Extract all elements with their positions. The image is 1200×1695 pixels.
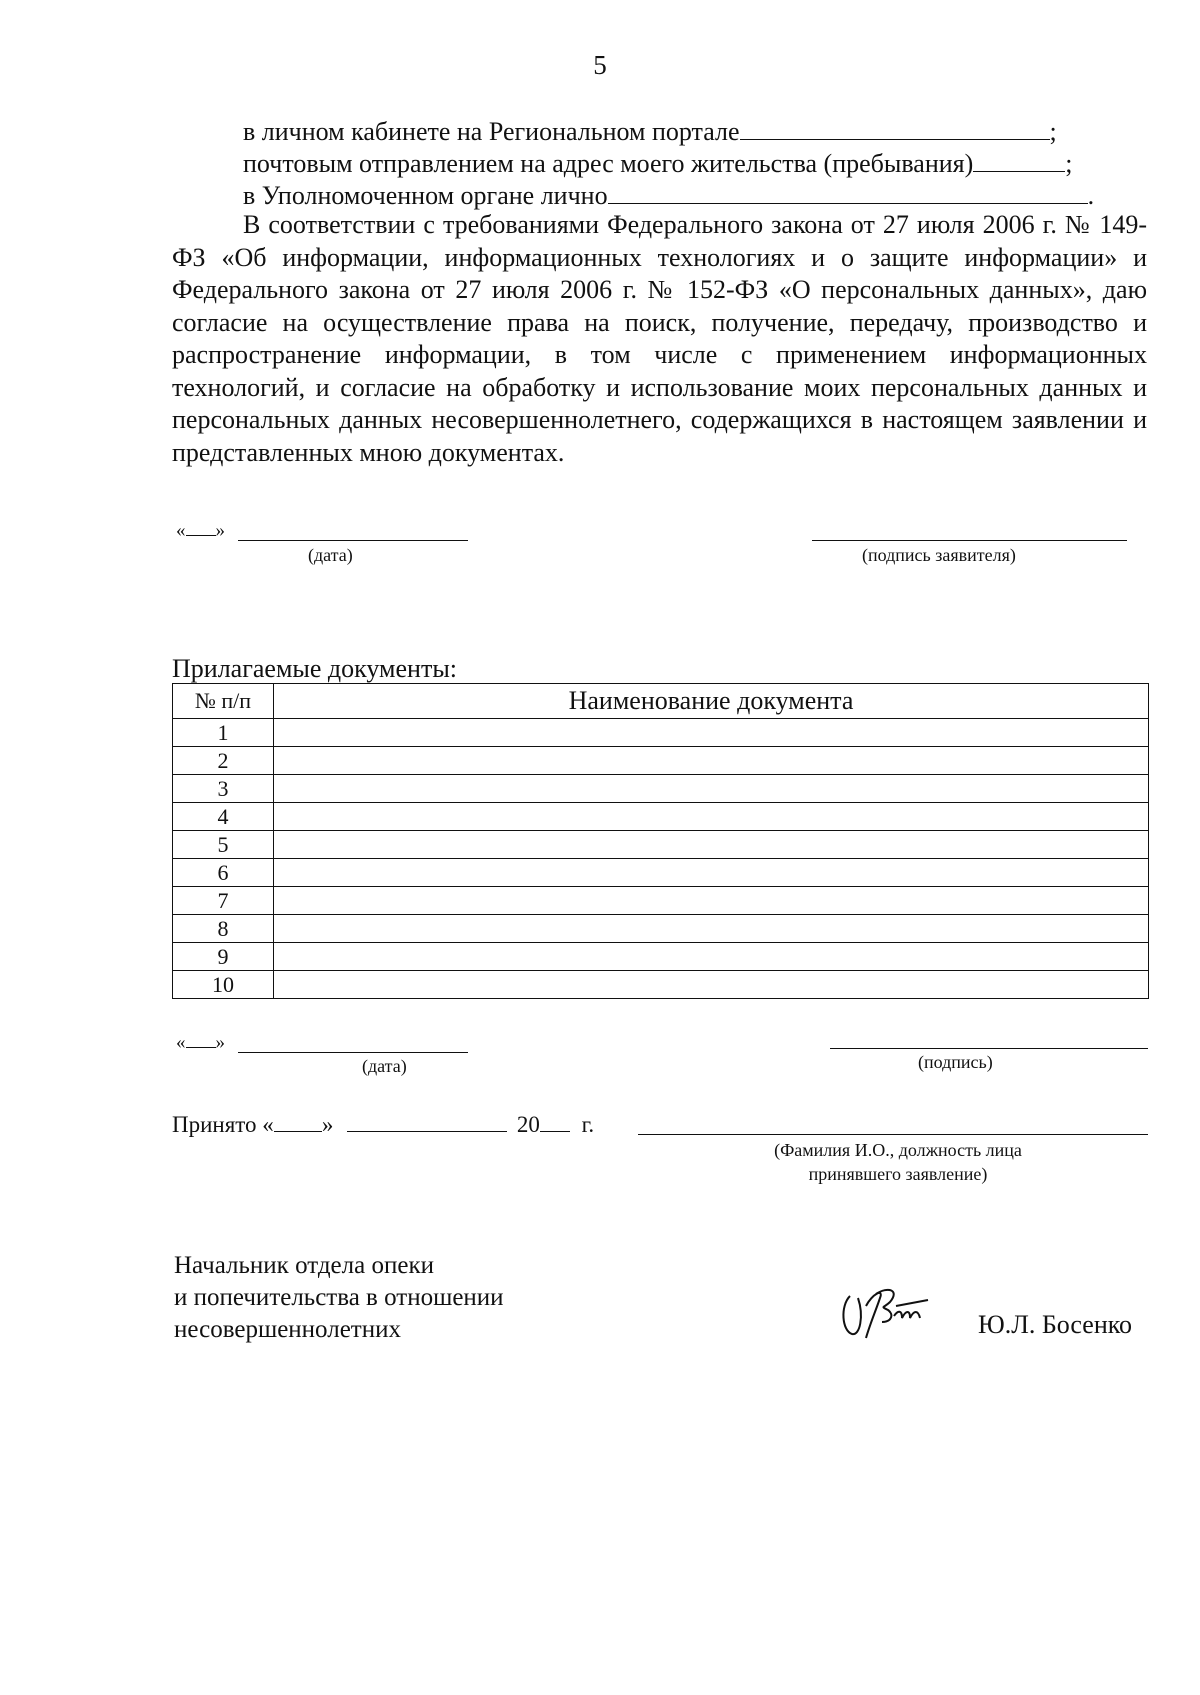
- table-row: [173, 859, 1149, 887]
- quote-open: «: [176, 520, 186, 541]
- blank-line: [186, 1033, 216, 1048]
- table-row: [173, 803, 1149, 831]
- blank-line: [274, 1115, 322, 1132]
- table-row: [173, 719, 1149, 747]
- delivery-option-end: ;: [1049, 117, 1057, 146]
- signatory-name: Ю.Л. Босенко: [978, 1310, 1133, 1339]
- acceptance-row: [172, 1112, 594, 1138]
- table-row: [173, 971, 1149, 999]
- table-row: [173, 887, 1149, 915]
- column-number-header: № п/п: [173, 684, 274, 719]
- quote-open: «: [176, 1032, 186, 1053]
- delivery-option-end: .: [1087, 181, 1095, 210]
- row-number: 4: [173, 803, 274, 831]
- date-line-2: [238, 1052, 468, 1053]
- handwritten-signature: [836, 1276, 956, 1356]
- row-number: 6: [173, 859, 274, 887]
- table-row: [173, 775, 1149, 803]
- document-name-cell[interactable]: [274, 803, 1149, 831]
- signature-line-1: [812, 540, 1127, 541]
- delivery-option-text: в Уполномоченном органе лично: [243, 181, 608, 210]
- document-name-cell[interactable]: [274, 943, 1149, 971]
- document-name-cell[interactable]: [274, 747, 1149, 775]
- document-name-cell[interactable]: [274, 719, 1149, 747]
- blank-line: [186, 521, 216, 536]
- table-row: [173, 943, 1149, 971]
- blank-line: [608, 183, 1088, 204]
- row-number: 10: [173, 971, 274, 999]
- row-number: 3: [173, 775, 274, 803]
- consent-text: В соответствии с требованиями Федерального закона от 27 июля 2006 г. № 149-ФЗ «Об информации, информационных технологиях и о защите информации» и Федерального закона от 27 июля 2006 г. № 152-ФЗ «О персональных данных», даю согласие на осуществление права на поиск, получение, передачу, производство и распространение информации, в том числе с применением информационных технологий, и согласие на обработку и использование моих персональных данных и персональных данных несовершеннолетнего, содержащихся в настоящем заявлении и представленных мною документах.: [172, 210, 1147, 467]
- quote-close: »: [215, 1032, 225, 1053]
- table-row: [173, 747, 1149, 775]
- document-name-cell[interactable]: [274, 859, 1149, 887]
- signature-caption-1: (подпись заявителя): [862, 545, 1016, 565]
- row-number: 9: [173, 943, 274, 971]
- row-number: 7: [173, 887, 274, 915]
- signatory-position: [174, 1250, 504, 1346]
- year-suffix: г.: [581, 1112, 595, 1137]
- date-caption-2: (дата): [362, 1056, 407, 1076]
- date-caption-1: (дата): [308, 545, 353, 565]
- row-number: 1: [173, 719, 274, 747]
- document-name-cell[interactable]: [274, 887, 1149, 915]
- delivery-option-portal: [243, 117, 1057, 147]
- row-number: 5: [173, 831, 274, 859]
- table-header-row: [173, 684, 1149, 719]
- page-number: 5: [593, 50, 607, 80]
- attached-documents-table: [172, 683, 1149, 999]
- delivery-option-text: в личном кабинете на Региональном портале: [243, 117, 740, 146]
- blank-line: [540, 1115, 570, 1132]
- position-line: несовершеннолетних: [174, 1316, 401, 1343]
- date-quote-2: [176, 1032, 225, 1054]
- attached-documents-title: Прилагаемые документы:: [172, 654, 458, 683]
- row-number: 2: [173, 747, 274, 775]
- quote-close: »: [321, 1112, 334, 1137]
- document-name-cell[interactable]: [274, 915, 1149, 943]
- delivery-option-text: почтовым отправлением на адрес моего жительства (пребывания): [243, 149, 974, 178]
- blank-line: [973, 151, 1065, 172]
- acceptance-line: [638, 1134, 1148, 1135]
- document-name-cell[interactable]: [274, 831, 1149, 859]
- document-name-cell[interactable]: [274, 971, 1149, 999]
- acceptance-caption: (Фамилия И.О., должность лица принявшего заявление): [774, 1140, 1022, 1184]
- delivery-option-in-person: [243, 181, 1094, 211]
- blank-line: [347, 1115, 507, 1132]
- signature-line-2: [830, 1048, 1148, 1049]
- signature-caption-2: (подпись): [918, 1052, 993, 1072]
- column-name-header: Наименование документа: [274, 684, 1149, 719]
- date-line-1: [238, 540, 468, 541]
- year-prefix: 20: [516, 1112, 540, 1137]
- table-row: [173, 915, 1149, 943]
- document-name-cell[interactable]: [274, 775, 1149, 803]
- position-line: Начальник отдела опеки: [174, 1252, 434, 1279]
- delivery-option-mail: [243, 149, 1073, 179]
- blank-line: [740, 119, 1050, 140]
- date-quote-1: [176, 520, 225, 542]
- delivery-option-end: ;: [1065, 149, 1073, 178]
- acceptance-label: Принято «: [172, 1112, 274, 1137]
- quote-close: »: [215, 520, 225, 541]
- position-line: и попечительства в отношении: [174, 1284, 504, 1311]
- row-number: 8: [173, 915, 274, 943]
- table-row: [173, 831, 1149, 859]
- consent-paragraph: [172, 209, 1147, 469]
